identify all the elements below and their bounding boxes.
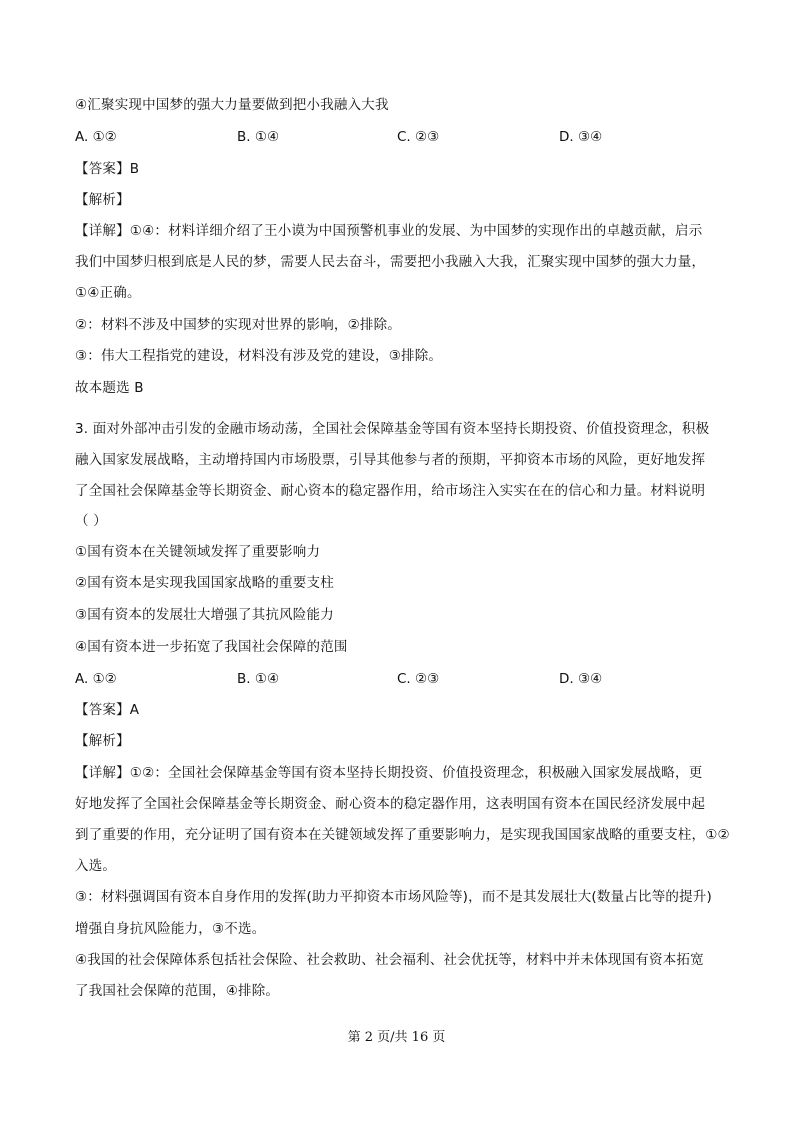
page-number-footer: 第 2 页/共 16 页	[347, 1030, 446, 1045]
q3-option-d: D. ③④	[559, 671, 603, 687]
q3-item-4: ④国有资本进一步拓宽了我国社会保障的范围	[75, 639, 348, 655]
q2-analysis-label: 【解析】	[75, 192, 130, 208]
q2-option-d: D. ③④	[559, 129, 603, 145]
q3-detail-line: 【详解】①②：全国社会保障基金等国有资本坚持长期投资、价值投资理念，积极融入国家发展战略，更	[75, 765, 703, 781]
q3-stem-line: 3. 面对外部冲击引发的金融市场动荡，全国社会保障基金等国有资本坚持长期投资、价值投资理念，积极	[75, 421, 710, 437]
q3-option-b: B. ①④	[237, 671, 280, 687]
q3-detail-line: ④我国的社会保障体系包括社会保险、社会救助、社会福利、社会优抚等，材料中并未体现国有资本拓宽	[75, 952, 704, 968]
q2-option-a: A. ①②	[75, 129, 117, 145]
q2-option-c: C. ②③	[397, 129, 440, 145]
q3-item-3: ③国有资本的发展壮大增强了其抗风险能力	[75, 607, 334, 623]
q3-detail-line: 了我国社会保障的范围，④排除。	[75, 983, 280, 999]
q2-conclusion: 故本题选 B	[75, 380, 144, 396]
q2-detail-line: 我们中国梦归根到底是人民的梦，需要人民去奋斗，需要把小我融入大我，汇聚实现中国梦的强大力量，	[75, 254, 706, 270]
q3-analysis-label: 【解析】	[75, 733, 130, 749]
q3-detail-line: ③：材料强调国有资本自身作用的发挥(助力平抑资本市场风险等)，而不是其发展壮大(数量占比等的提升)	[75, 889, 712, 905]
q3-detail-line: 到了重要的作用，充分证明了国有资本在关键领域发挥了重要影响力，是实现我国国家战略的重要支柱，①②	[75, 827, 730, 843]
q2-detail-line: ③：伟大工程指党的建设，材料没有涉及党的建设，③排除。	[75, 348, 443, 364]
q3-stem-line: 融入国家发展战略，主动增持国内市场股票，引导其他参与者的预期，平抑资本市场的风险，更好地发挥	[75, 452, 706, 468]
q3-detail-line: 入选。	[75, 858, 117, 874]
q3-option-a: A. ①②	[75, 671, 117, 687]
q2-detail-line: ①④正确。	[75, 285, 141, 301]
q3-detail-line: 增强自身抗风险能力，③不选。	[75, 921, 266, 937]
q3-detail-line: 好地发挥了全国社会保障基金等长期资金、耐心资本的稳定器作用，这表明国有资本在国民经济发展中起	[75, 796, 706, 812]
q3-stem-line: 了全国社会保障基金等长期资金、耐心资本的稳定器作用，给市场注入实实在在的信心和力量。材料说明	[75, 483, 706, 499]
q3-item-2: ②国有资本是实现我国国家战略的重要支柱	[75, 575, 334, 591]
q2-detail-line: 【详解】①④：材料详细介绍了王小谟为中国预警机事业的发展、为中国梦的实现作出的卓越贡献，启示	[75, 223, 703, 239]
q2-option-b: B. ①④	[237, 129, 280, 145]
q2-item-4: ④汇聚实现中国梦的强大力量要做到把小我融入大我	[75, 97, 389, 113]
q3-answer: 【答案】A	[75, 702, 140, 718]
q2-answer: 【答案】B	[75, 161, 140, 177]
q3-answer-blank: （ ）	[75, 513, 107, 529]
q2-detail-line: ②：材料不涉及中国梦的实现对世界的影响，②排除。	[75, 317, 402, 333]
q3-option-c: C. ②③	[397, 671, 440, 687]
q3-item-1: ①国有资本在关键领域发挥了重要影响力	[75, 544, 321, 560]
